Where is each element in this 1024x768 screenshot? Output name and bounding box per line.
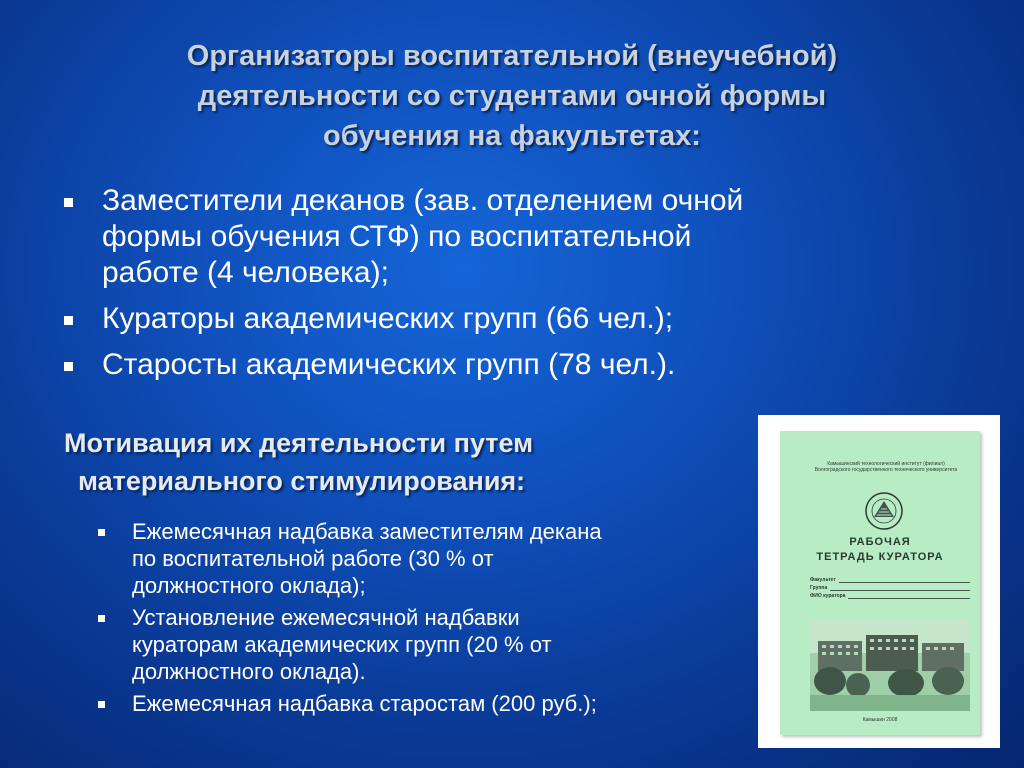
book-title bbox=[790, 535, 970, 565]
list-item bbox=[96, 690, 756, 717]
motivation-heading-line: Мотивация их деятельности путем bbox=[64, 428, 534, 458]
book-institute-line: Волгоградского государственного технического университета bbox=[814, 467, 958, 473]
list-item-line: работе (4 человека); bbox=[102, 256, 389, 289]
bullet-icon bbox=[98, 529, 105, 536]
list-item-line: формы обучения СТФ) по воспитательной bbox=[102, 220, 692, 253]
book-field bbox=[810, 584, 970, 592]
list-item-line: Ежемесячная надбавка старостам (200 руб.); bbox=[132, 691, 597, 716]
list-item bbox=[60, 301, 940, 337]
title-line: Организаторы воспитательной (внеучебной) bbox=[186, 40, 838, 72]
list-item bbox=[60, 347, 940, 383]
book-title-line: ТЕТРАДЬ КУРАТОРА bbox=[816, 551, 944, 563]
list-item-line: Заместители деканов (зав. отделением очной bbox=[102, 184, 744, 217]
title-line: деятельности со студентами очной формы bbox=[197, 80, 827, 112]
book-image bbox=[758, 415, 1000, 748]
bullet-icon bbox=[98, 615, 105, 622]
title-line: обучения на факультетах: bbox=[323, 120, 701, 152]
bullet-icon bbox=[64, 362, 73, 371]
list-item-line: Установление ежемесячной надбавки bbox=[132, 605, 520, 630]
book-field bbox=[810, 576, 970, 584]
book-city-year: Камышин 2008 bbox=[862, 717, 898, 723]
motivation-heading-line: материального стимулирования: bbox=[78, 466, 526, 496]
book-cover bbox=[780, 431, 980, 735]
list-item bbox=[60, 183, 940, 291]
book-fields bbox=[810, 576, 970, 600]
institute-logo-icon bbox=[864, 491, 904, 531]
organizers-list bbox=[60, 183, 940, 393]
list-item-line: должностного оклада); bbox=[132, 573, 366, 598]
book-field-label: Группа bbox=[810, 585, 828, 591]
list-item-line: должностного оклада). bbox=[132, 659, 366, 684]
motivation-list bbox=[96, 518, 756, 722]
book-field bbox=[810, 592, 970, 600]
campus-photo bbox=[810, 619, 970, 711]
book-field-label: ФИО куратора bbox=[810, 593, 846, 599]
slide-title bbox=[80, 36, 944, 156]
book-field-label: Факультет bbox=[810, 577, 836, 583]
book-institute bbox=[806, 461, 966, 473]
book-title-line: РАБОЧАЯ bbox=[849, 536, 911, 548]
list-item bbox=[96, 518, 756, 599]
bullet-icon bbox=[64, 316, 73, 325]
list-item-line: кураторам академических групп (20 % от bbox=[132, 632, 552, 657]
list-item-line: Кураторы академических групп (66 чел.); bbox=[102, 302, 674, 335]
list-item-line: по воспитательной работе (30 % от bbox=[132, 546, 494, 571]
book-institute-line: Камышинский технологический институт (филиал) bbox=[827, 461, 945, 467]
list-item-line: Ежемесячная надбавка заместителям декана bbox=[132, 519, 602, 544]
list-item-line: Старосты академических групп (78 чел.). bbox=[102, 348, 676, 381]
list-item bbox=[96, 604, 756, 685]
bullet-icon bbox=[98, 701, 105, 708]
bullet-icon bbox=[64, 198, 73, 207]
motivation-heading bbox=[64, 424, 744, 500]
